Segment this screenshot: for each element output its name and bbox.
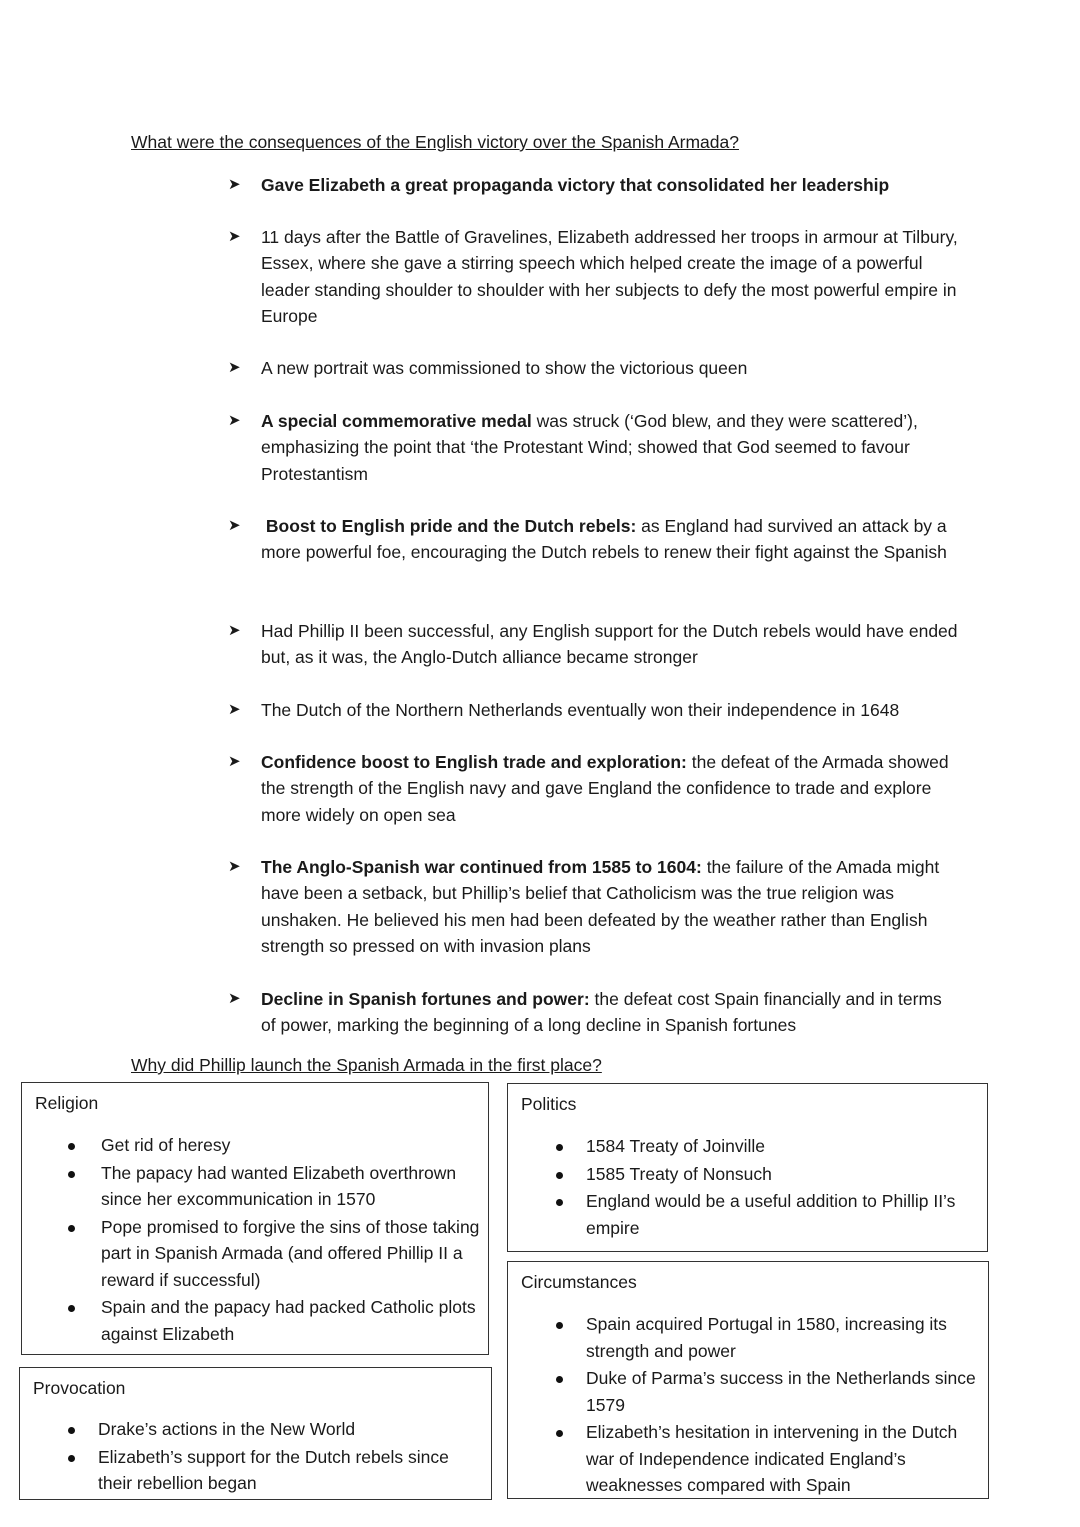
arrow-bullet-icon: ➤ [228,412,241,429]
list-item [586,1365,978,1418]
provocation-list [98,1416,486,1497]
list-item-text: The papacy had wanted Elizabeth overthrown since her excommunication in 1570 [101,1162,457,1209]
bullet-propaganda [228,172,889,198]
bullet-tilbury [228,224,958,329]
list-item-text: Drake’s actions in the New World [98,1419,356,1439]
bullet-bold: Decline in Spanish fortunes and power: [261,989,590,1009]
list-item [586,1188,978,1241]
arrow-bullet-icon: ➤ [228,701,241,718]
bullet-spanish-decline [228,986,958,1039]
bullet-dot-icon [556,1199,563,1206]
bullet-bold: Confidence boost to English trade and exploration: [261,752,687,772]
bullet-dutch-independence [228,697,899,723]
section-heading-consequences: What were the consequences of the English victory over the Spanish Armada? [131,132,739,152]
arrow-bullet-icon: ➤ [228,176,241,193]
list-item-text: Pope promised to forgive the sins of those taking part in Spanish Armada (and offered Phillip II a reward if successful) [101,1216,480,1290]
bullet-text: 11 days after the Battle of Gravelines, Elizabeth addressed her troops in armour at Tilbury, Essex, where she gave a stirring speech which helped create the image of a powerful leader standing shoulder to shoulder with her subjects to defy the most powerful empire in Europe [261,227,958,326]
bullet-medal [228,408,958,487]
list-item-text: Spain and the papacy had packed Catholic plots against Elizabeth [101,1297,476,1344]
list-item-text: Spain acquired Portugal in 1580, increasing its strength and power [586,1314,947,1361]
bullet-dot-icon [556,1376,563,1383]
politics-box [507,1083,988,1252]
arrow-bullet-icon: ➤ [228,622,241,639]
arrow-bullet-icon: ➤ [228,990,241,1007]
list-item [586,1161,978,1188]
bullet-text: as England had survived an attack by a more powerful foe, encouraging the Dutch rebels to renew their fight against the Spanish [261,516,947,563]
list-item [586,1133,978,1160]
bullet-text: the defeat of the Armada showed the strength of the English navy and gave England the confidence to trade and explore more widely on open sea [261,752,949,825]
list-item [101,1132,481,1159]
arrow-bullet-icon: ➤ [228,858,241,875]
bullet-dot-icon [556,1430,563,1437]
bullet-text: was struck (‘God blew, and they were scattered’), emphasizing the point that ‘the Protestant Wind; showed that God seemed to favour Protestantism [261,411,918,484]
bullet-dot-icon [68,1171,75,1178]
bullet-bold: Boost to English pride and the Dutch rebels: [261,516,637,536]
bullet-text: the defeat cost Spain financially and in terms of power, marking the beginning of a long decline in Spanish fortunes [261,989,942,1036]
bullet-bold: A special commemorative medal [261,411,532,431]
arrow-bullet-icon: ➤ [228,517,241,534]
circumstances-box [507,1261,989,1499]
box-title-circumstances: Circumstances [521,1272,637,1292]
bullet-dot-icon [556,1172,563,1179]
list-item [586,1311,978,1364]
provocation-box [19,1367,492,1500]
bullet-dot-icon [68,1143,75,1150]
arrow-bullet-icon: ➤ [228,359,241,376]
bullet-anglo-spanish-war [228,854,958,959]
list-item-text: Elizabeth’s hesitation in intervening in the Dutch war of Independence indicated England’s weaknesses compared with Spain [586,1422,958,1495]
list-item [98,1416,486,1443]
box-title-politics: Politics [521,1094,577,1114]
list-item-text: 1584 Treaty of Joinville [586,1136,765,1156]
list-item [101,1214,481,1294]
politics-list [586,1133,978,1241]
list-item [101,1294,481,1347]
list-item-text: Duke of Parma’s success in the Netherlands since 1579 [586,1368,976,1415]
list-item-text: 1585 Treaty of Nonsuch [586,1163,772,1184]
bullet-dot-icon [68,1225,75,1232]
list-item-text: Elizabeth’s support for the Dutch rebels since their rebellion began [98,1446,449,1493]
section-heading-causes: Why did Phillip launch the Spanish Armada in the first place? [131,1055,602,1075]
list-item [586,1419,978,1499]
list-item [101,1160,481,1213]
bullet-english-pride [228,513,958,566]
bullet-bold: The Anglo-Spanish war continued from 1585 to 1604: [261,857,702,877]
bullet-text: the failure of the Amada might have been a setback, but Phillip’s belief that Catholicism was the true religion was unshaken. He believed his men had been defeated by the weather rather than English strength so pressed on with invasion plans [261,857,940,956]
bullet-portrait [228,355,747,381]
list-item-text: England would be a useful addition to Phillip II’s empire [586,1191,956,1238]
religion-box [21,1082,489,1355]
arrow-bullet-icon: ➤ [228,753,241,770]
bullet-text: The Dutch of the Northern Netherlands eventually won their independence in 1648 [261,700,900,720]
bullet-phillip-success [228,618,958,671]
bullet-bold: Gave Elizabeth a great propaganda victory that consolidated her leadership [261,175,890,195]
arrow-bullet-icon: ➤ [228,228,241,245]
box-title-provocation: Provocation [33,1378,126,1398]
religion-list [101,1132,481,1347]
bullet-text: A new portrait was commissioned to show the victorious queen [261,358,748,378]
circumstances-list [586,1311,978,1499]
bullet-dot-icon [68,1427,75,1434]
bullet-dot-icon [556,1144,563,1151]
list-item [98,1444,486,1497]
list-item-text: Get rid of heresy [101,1135,231,1155]
bullet-text: Had Phillip II been successful, any English support for the Dutch rebels would have ended but, as it was, the Anglo-Dutch alliance became stronger [261,621,958,668]
bullet-dot-icon [68,1305,75,1312]
bullet-dot-icon [68,1455,75,1462]
bullet-dot-icon [556,1322,563,1329]
bullet-trade-exploration [228,749,958,828]
box-title-religion: Religion [35,1093,99,1113]
